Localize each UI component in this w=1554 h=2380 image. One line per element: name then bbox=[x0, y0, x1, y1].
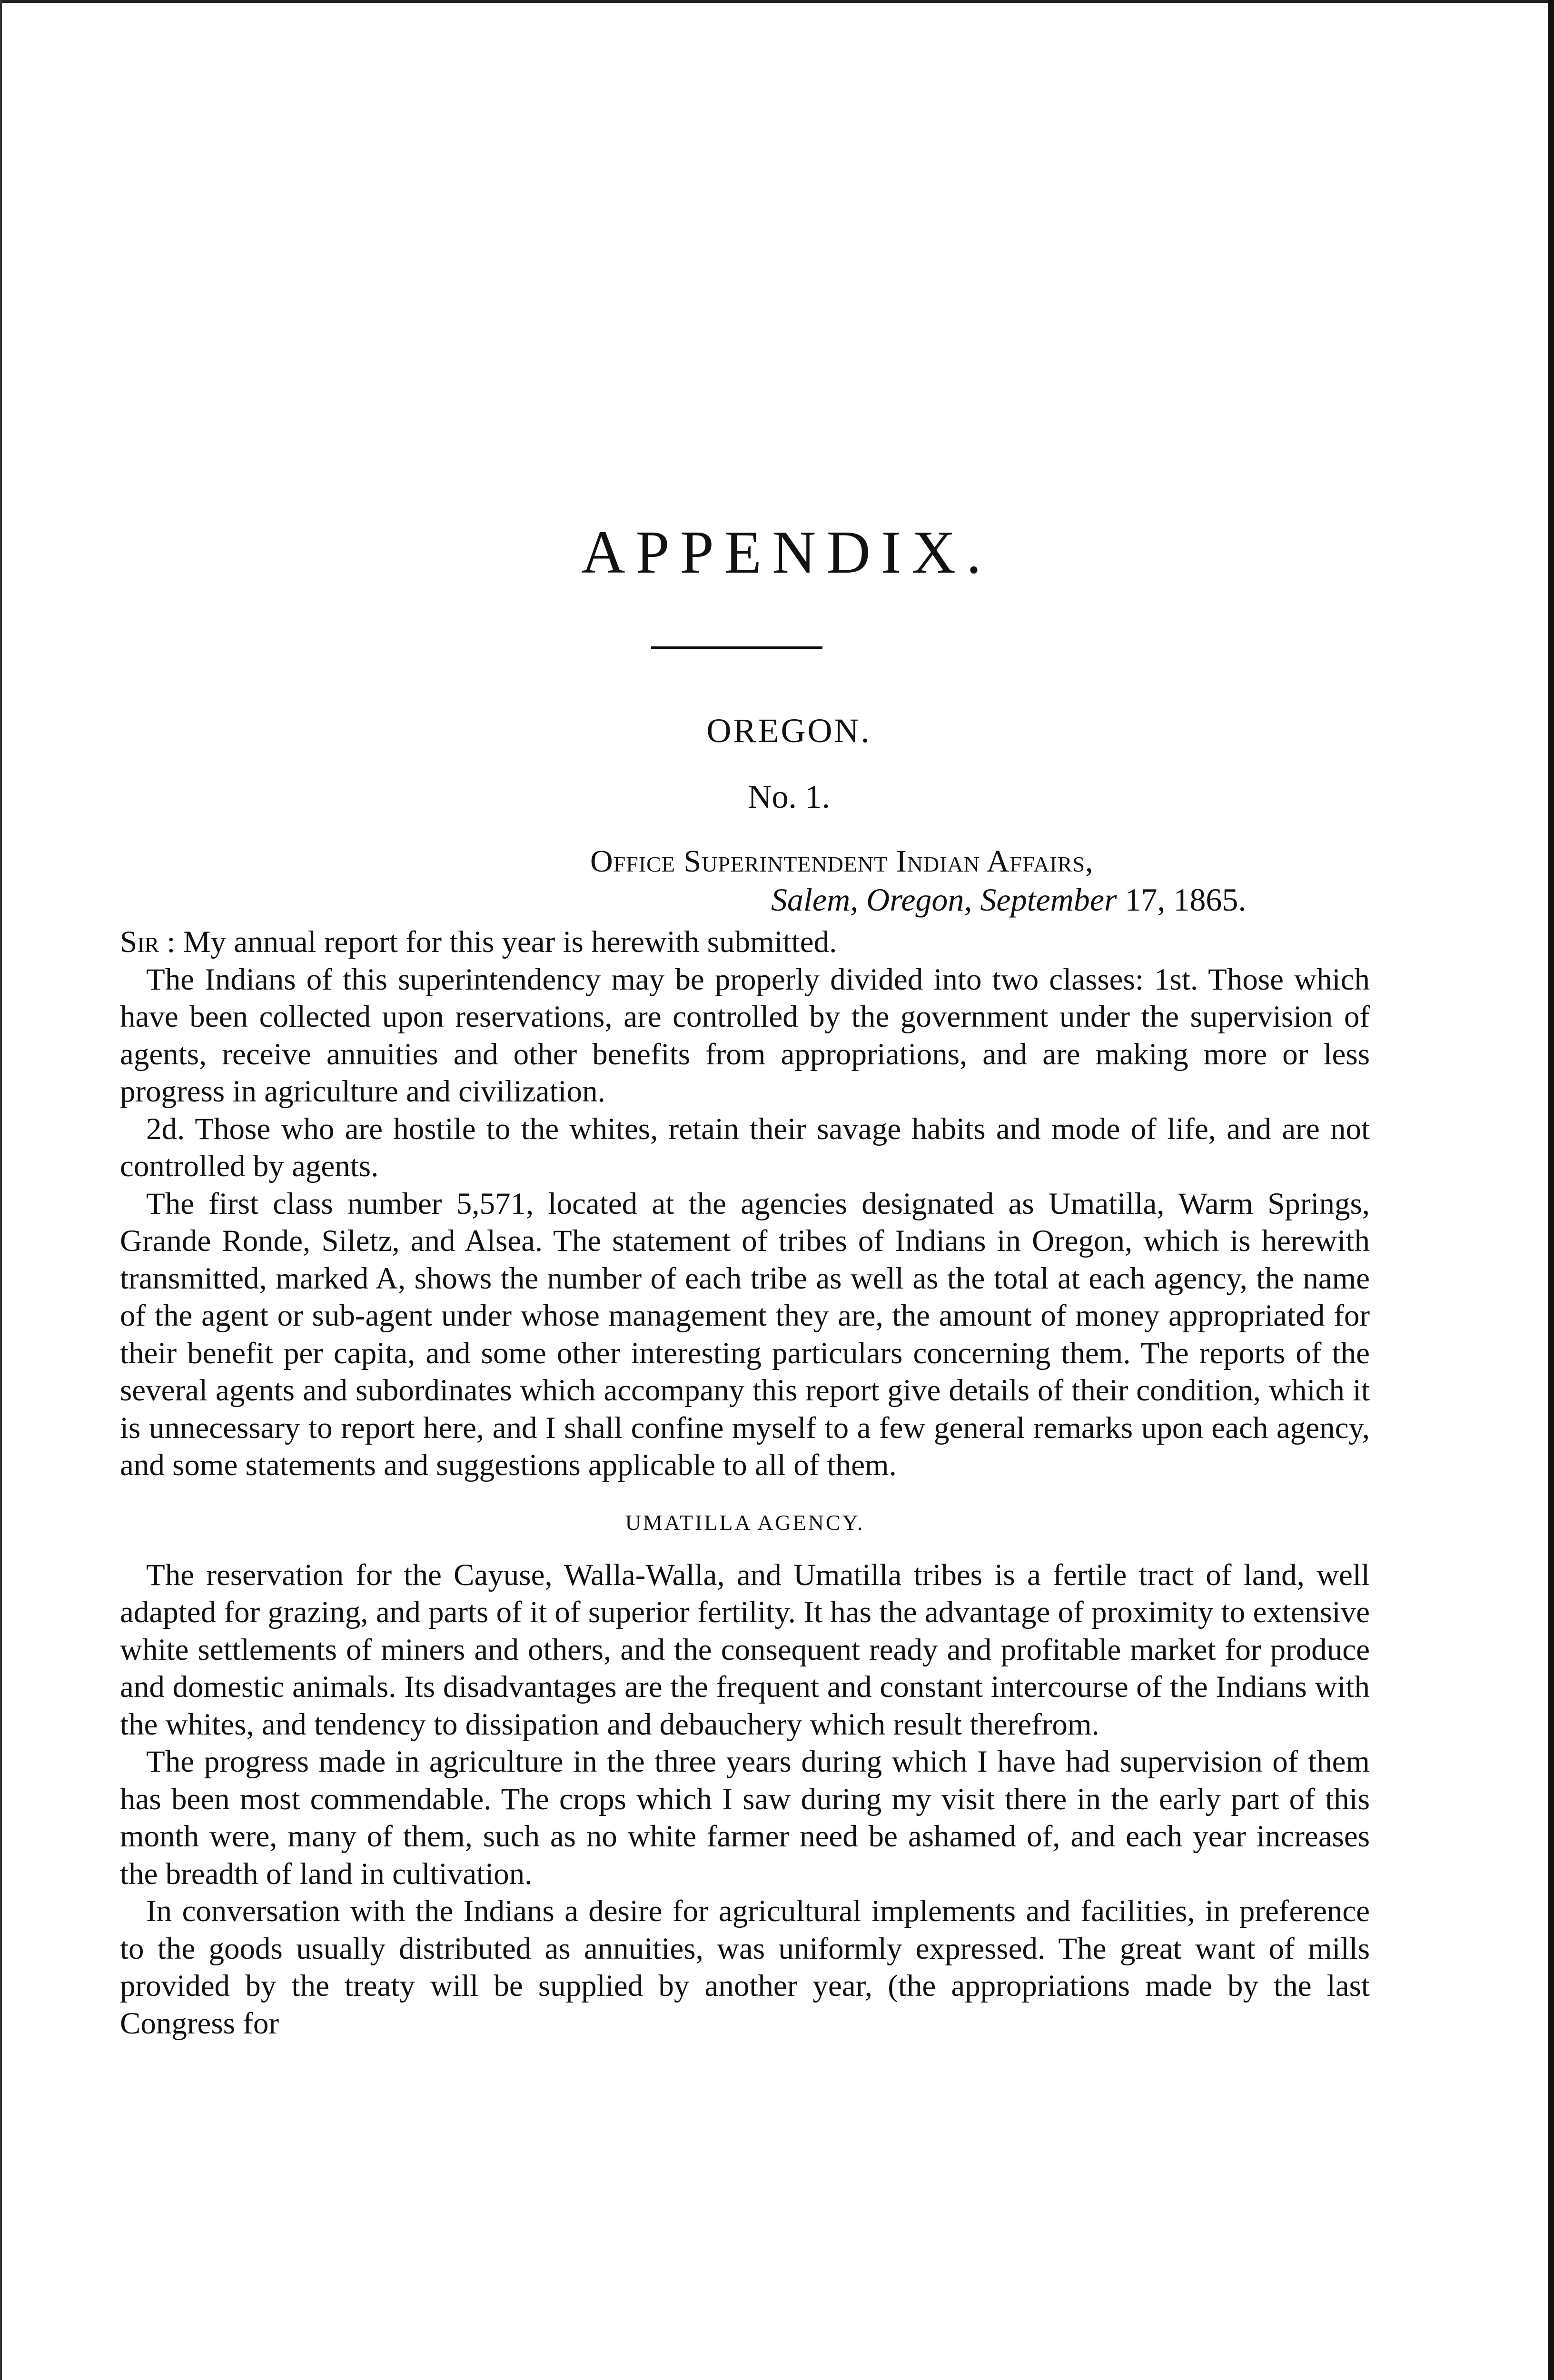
salutation-sir: Sir bbox=[120, 925, 159, 959]
scan-edge-left bbox=[0, 0, 2, 2380]
office-line: Office Superintendent Indian Affairs, bbox=[590, 844, 1094, 879]
scan-edge-top bbox=[0, 0, 1554, 3]
place-date-line bbox=[771, 881, 1246, 919]
paragraph-4: The reservation for the Cayuse, Walla-Walla, and Umatilla tribes is a fertile tract of land, well adapted for grazing, and parts of it of superior fertility. It has the advantage of proximity to extensive white settlements of miners and others, and the consequent ready and profitable market for produce and domestic animals. Its disadvantages are the frequent and constant intercourse of the Indians with the whites, and tendency to dissipation and debauchery which result therefrom. bbox=[120, 1557, 1370, 1742]
salutation-text: : My annual report for this year is herewith submitted. bbox=[159, 925, 837, 959]
document-number: No. 1. bbox=[747, 779, 831, 815]
salutation bbox=[120, 923, 1370, 961]
paragraph-5: The progress made in agriculture in the three years during which I have had supervision of them has been most commendable. The crops which I saw during my visit there in the early part of this month were, many of them, such as no white farmer need be ashamed of, and each year increases the breadth of land in cultivation. bbox=[120, 1745, 1370, 1891]
section-heading: OREGON. bbox=[706, 712, 871, 750]
umatilla-subheading: UMATILLA AGENCY. bbox=[625, 1510, 865, 1535]
scan-edge-right bbox=[1548, 0, 1554, 2380]
page-title: APPENDIX. bbox=[581, 518, 992, 586]
title-divider bbox=[651, 646, 822, 649]
paragraph-3: The first class number 5,571, located at the agencies designated as Umatilla, Warm Springs, Grande Ronde, Siletz, and Alsea. The statement of tribes of Indians in Oregon, which is herewith transmitted, marked A, shows the number of each tribe as well as the total at each agency, the name of the agent or sub-agent under whose management they are, the amount of money appropriated for their benefit per capita, and some other interesting particulars concerning them. The reports of the several agents and subordinates which accompany this report give details of their condition, which it is unnecessary to report here, and I shall confine myself to a few general remarks upon each agency, and some statements and suggestions applicable to all of them. bbox=[120, 1186, 1370, 1482]
place-text: Salem, Oregon, September bbox=[771, 882, 1117, 918]
paragraph-6: In conversation with the Indians a desire for agricultural implements and facilities, in preference to the goods usually distributed as annuities, was uniformly expressed. The great want of mills provided by the treaty will be supplied by another year, (the appropriations made by the last Congress for bbox=[120, 1894, 1370, 2041]
report-body bbox=[120, 923, 1370, 2042]
paragraph-1: The Indians of this superintendency may be properly divided into two classes: 1st. Those which have been collected upon reservations, are controlled by the government under the supervision of agents, receive annuities and other benefits from appropriations, and are making more or less progress in agriculture and civilization. bbox=[120, 962, 1370, 1109]
date-text: 17, 1865. bbox=[1117, 882, 1247, 918]
paragraph-2: 2d. Those who are hostile to the whites, retain their savage habits and mode of life, and are not controlled by agents. bbox=[120, 1111, 1370, 1183]
